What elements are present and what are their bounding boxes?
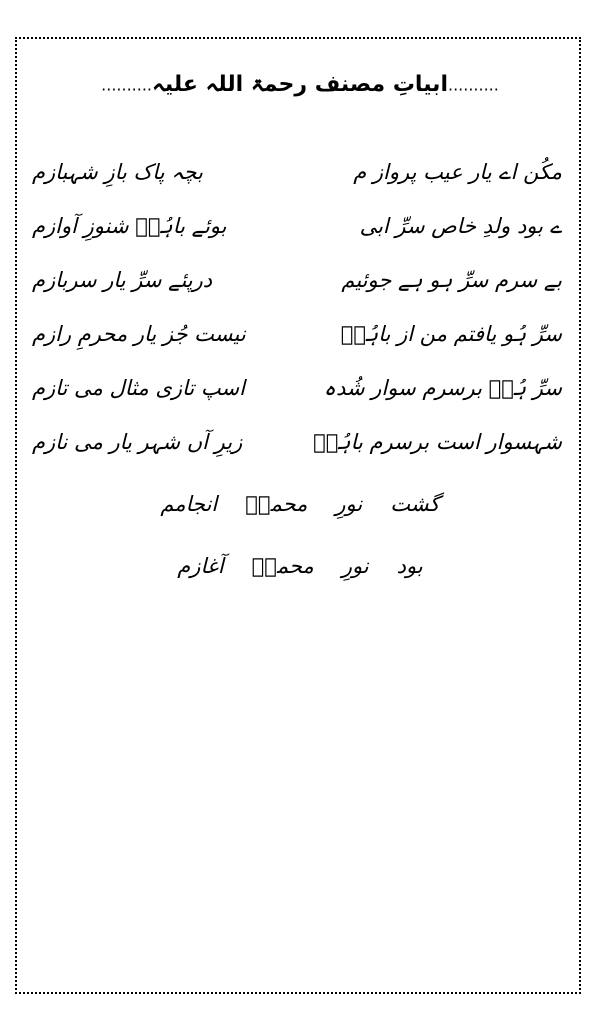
heading-dots-right: ..........: [447, 75, 499, 95]
heading-dots-left: ..........: [101, 75, 152, 95]
first-hemistich: ے بود ولدِ خاص سرِّ ابی: [359, 214, 562, 238]
first-hemistich: بے سرم سرِّ ہو ہے جوئیم: [341, 268, 562, 292]
couplet: [30, 214, 570, 268]
first-hemistich: مکُن اے یار عیب پرواز م: [353, 160, 562, 184]
closing-word: محمدؐ: [245, 492, 308, 516]
second-hemistich: درپئے سرِّ یار سربازم: [32, 268, 213, 292]
couplet: [30, 322, 570, 376]
couplet-list: [30, 160, 570, 484]
first-hemistich: سرِّ ہُو یافتم من از باہُوؒ: [340, 322, 562, 346]
second-hemistich: بچہ پاک بازِ شہبازم: [32, 160, 203, 184]
heading-title: ابیاتِ مصنف رحمۃ اللہ علیہ: [152, 72, 448, 97]
closing-word: نورِ: [341, 554, 369, 578]
closing-word: نورِ: [335, 492, 363, 516]
couplet: [30, 376, 570, 430]
couplet: [30, 430, 570, 484]
closing-word: انجامم: [160, 492, 218, 516]
second-hemistich: زیرِ آں شہر یار می نازم: [32, 430, 243, 454]
second-hemistich: بوئے باہُوؒ شنوزِ آوازم: [32, 214, 227, 238]
first-hemistich: شہسوار است برسرم باہُوؒ: [313, 430, 562, 454]
closing-word: آغازم: [177, 554, 224, 578]
page-heading: [0, 72, 600, 97]
couplet: [30, 268, 570, 322]
closing-word: بود: [396, 554, 423, 578]
closing-line-1: [0, 492, 600, 516]
couplet: [30, 160, 570, 214]
second-hemistich: اسپ تازی مثال می تازم: [32, 376, 245, 400]
closing-word: گشت: [390, 492, 440, 516]
second-hemistich: نیست جُز یار محرمِ رازم: [32, 322, 246, 346]
closing-line-2: [0, 554, 600, 578]
first-hemistich: سرِّ ہُوؒ برسرم سوار شُدہ: [323, 376, 562, 400]
closing-word: محمدؐ: [251, 554, 314, 578]
